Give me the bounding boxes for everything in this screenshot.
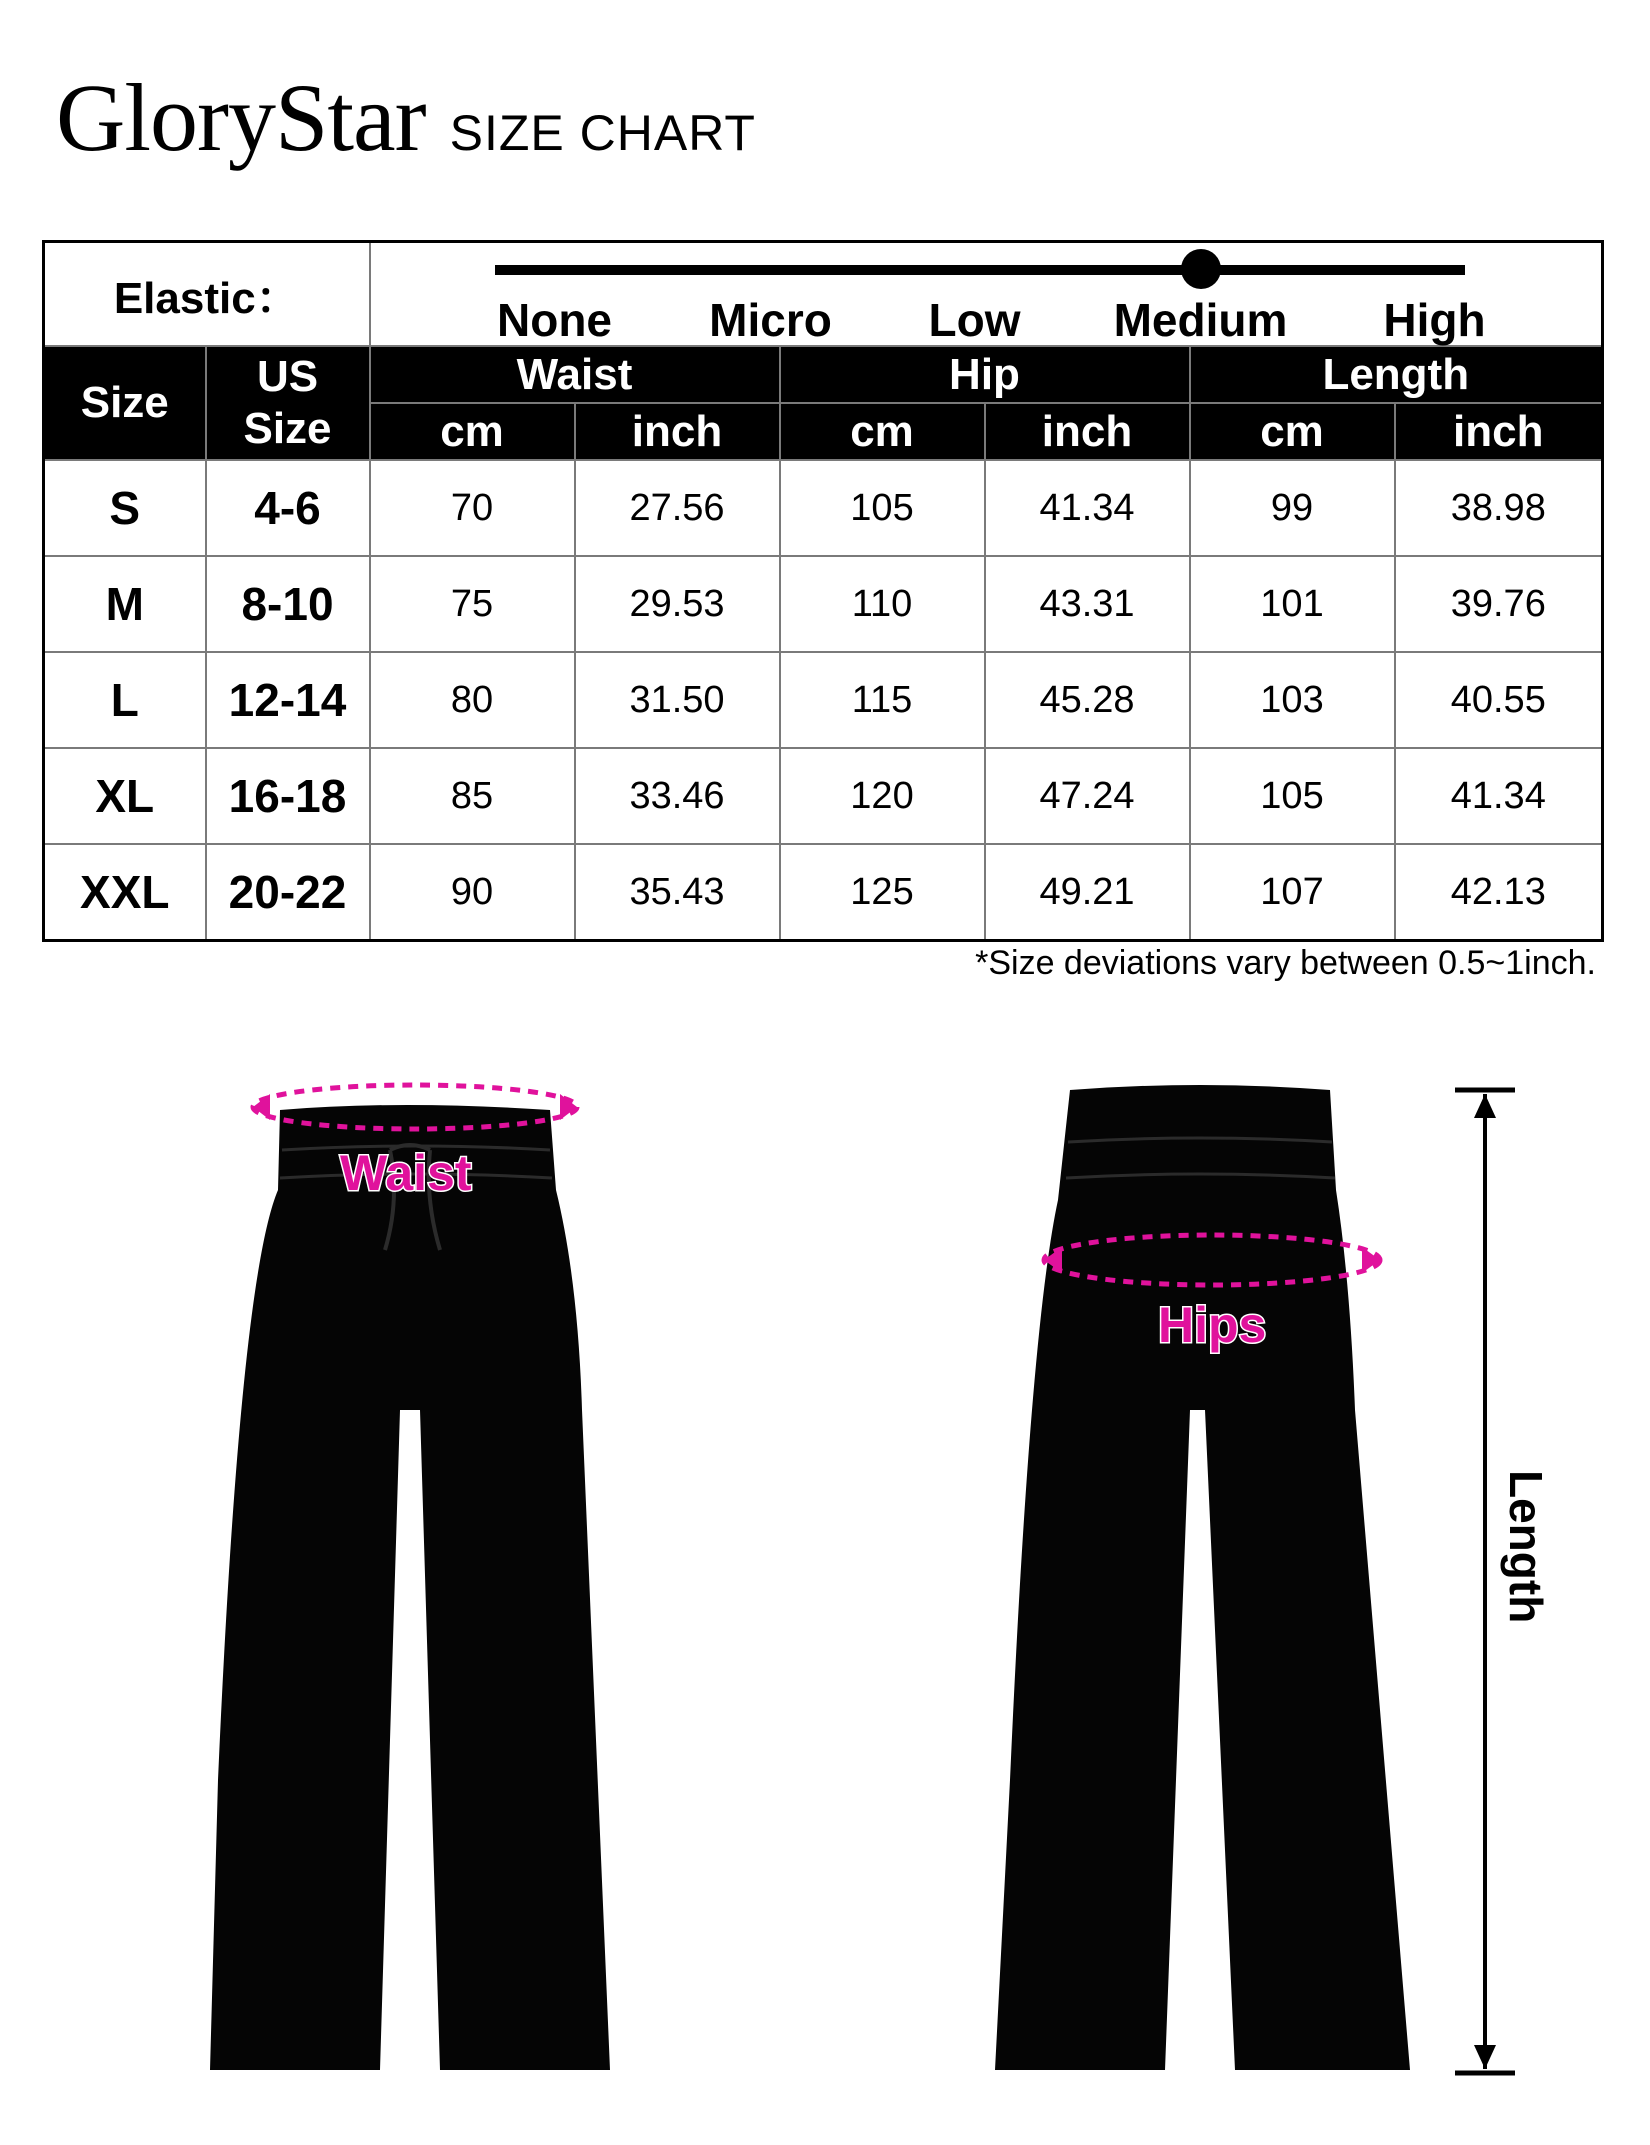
- hip-cm-cell: 110: [780, 556, 985, 652]
- hip-cm-cell: 115: [780, 652, 985, 748]
- table-row: [44, 556, 1603, 652]
- waist-cm-cell: 70: [370, 460, 575, 556]
- pants-back-illustration: [990, 1080, 1570, 2080]
- header-unit-inch: inch: [575, 403, 780, 460]
- length-inch-cell: 42.13: [1395, 844, 1603, 941]
- header-unit-cm: cm: [370, 403, 575, 460]
- length-inch-cell: 40.55: [1395, 652, 1603, 748]
- pants-front-illustration: [200, 1080, 640, 2080]
- elastic-selected-marker: [1181, 249, 1221, 289]
- hips-arrow-right-icon: [1362, 1247, 1380, 1273]
- length-cm-cell: 103: [1190, 652, 1395, 748]
- length-arrow-up-icon: [1474, 1094, 1496, 1118]
- elastic-scale-line: [495, 265, 1466, 275]
- size-deviation-note: *Size deviations vary between 0.5~1inch.: [975, 944, 1596, 982]
- length-cm-cell: 99: [1190, 460, 1395, 556]
- pants-front-shape: [210, 1105, 610, 2070]
- waist-label: Waist: [340, 1145, 472, 1201]
- elastic-level: Low: [928, 294, 1021, 346]
- length-inch-cell: 38.98: [1395, 460, 1603, 556]
- waist-cm-cell: 75: [370, 556, 575, 652]
- chart-subtitle: SIZE CHART: [449, 105, 756, 161]
- size-cell: M: [44, 556, 206, 652]
- us-size-cell: 12-14: [206, 652, 370, 748]
- header-unit-cm: cm: [780, 403, 985, 460]
- waist-cm-cell: 80: [370, 652, 575, 748]
- header-hip: Hip: [780, 346, 1190, 403]
- header-us-size-label: US Size: [243, 351, 332, 453]
- waist-inch-cell: 29.53: [575, 556, 780, 652]
- header-unit-inch: inch: [985, 403, 1190, 460]
- table-row: [44, 844, 1603, 941]
- hip-inch-cell: 43.31: [985, 556, 1190, 652]
- elastic-scale: [370, 242, 1603, 347]
- length-cm-cell: 101: [1190, 556, 1395, 652]
- hip-cm-cell: 120: [780, 748, 985, 844]
- header-size: Size: [44, 346, 206, 460]
- table-row: [44, 748, 1603, 844]
- waist-inch-cell: 35.43: [575, 844, 780, 941]
- size-cell: XL: [44, 748, 206, 844]
- us-size-cell: 20-22: [206, 844, 370, 941]
- header-length: Length: [1190, 346, 1603, 403]
- length-cm-cell: 107: [1190, 844, 1395, 941]
- header-waist: Waist: [370, 346, 780, 403]
- hip-inch-cell: 41.34: [985, 460, 1190, 556]
- table-row: [44, 460, 1603, 556]
- waist-cm-cell: 85: [370, 748, 575, 844]
- length-label: Length: [1500, 1470, 1552, 1624]
- waist-cm-cell: 90: [370, 844, 575, 941]
- page-title: [56, 62, 756, 182]
- length-inch-cell: 39.76: [1395, 556, 1603, 652]
- hips-label: Hips: [1158, 1297, 1267, 1353]
- elastic-level: Micro: [709, 294, 832, 346]
- hip-cm-cell: 125: [780, 844, 985, 941]
- waist-inch-cell: 27.56: [575, 460, 780, 556]
- header-unit-cm: cm: [1190, 403, 1395, 460]
- us-size-cell: 16-18: [206, 748, 370, 844]
- table-row: [44, 652, 1603, 748]
- elastic-level: Medium: [1113, 294, 1288, 346]
- elastic-level: None: [497, 294, 612, 346]
- waist-inch-cell: 33.46: [575, 748, 780, 844]
- size-chart-table: [42, 240, 1604, 942]
- elastic-label: Elastic：: [44, 242, 370, 347]
- hip-inch-cell: 45.28: [985, 652, 1190, 748]
- header-row-1: [44, 346, 1603, 403]
- size-cell: XXL: [44, 844, 206, 941]
- size-cell: L: [44, 652, 206, 748]
- hip-inch-cell: 47.24: [985, 748, 1190, 844]
- us-size-cell: 8-10: [206, 556, 370, 652]
- elastic-level-labels: [371, 293, 1602, 346]
- elastic-level: High: [1383, 294, 1486, 346]
- size-cell: S: [44, 460, 206, 556]
- length-inch-cell: 41.34: [1395, 748, 1603, 844]
- waist-inch-cell: 31.50: [575, 652, 780, 748]
- hip-inch-cell: 49.21: [985, 844, 1190, 941]
- us-size-cell: 4-6: [206, 460, 370, 556]
- length-arrow-down-icon: [1474, 2045, 1496, 2069]
- header-unit-inch: inch: [1395, 403, 1603, 460]
- length-cm-cell: 105: [1190, 748, 1395, 844]
- hip-cm-cell: 105: [780, 460, 985, 556]
- brand-name: GloryStar: [56, 64, 426, 171]
- header-us-size: [206, 346, 370, 460]
- elastic-row: [44, 242, 1603, 347]
